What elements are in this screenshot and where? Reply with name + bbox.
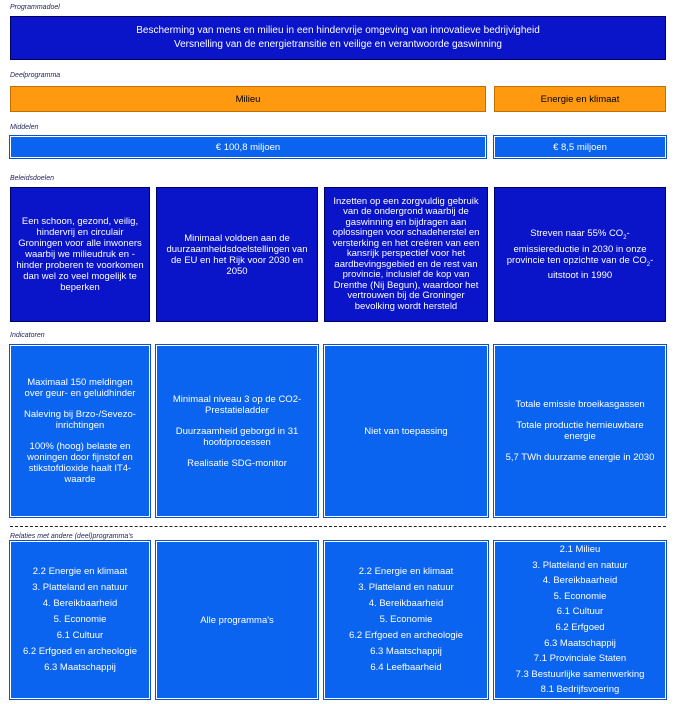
relation-item: 3. Platteland en natuur bbox=[32, 582, 128, 593]
policy-goal-3-text: Inzetten op een zorgvuldig gebruik van de ondergrond waarbij de gaswinning en bijdragen aan oplossingen voor schadeherstel en versterking en het creëren van een kansrijk perspectief voor het aardbevingsgebied en de rest van provincie, inclusief de kop van Drenthe (Nij Begun), waardoor het vertrouwen bij de Groninger bevolking wordt hersteld bbox=[332, 195, 480, 312]
policy-goal-2: Minimaal voldoen aan de duurzaamheidsdoelstellingen van de EU en het Rijk voor 2030 en 2050 bbox=[156, 187, 318, 322]
relation-item: 6.1 Cultuur bbox=[56, 630, 104, 641]
indicator-item: Naleving bij Brzo-/Sevezo-inrichtingen bbox=[24, 409, 136, 431]
indicator-item: 100% (hoog) belaste en woningen door fijnstof en stikstofdioxide haalt IT4-waarde bbox=[27, 441, 133, 485]
dashed-divider bbox=[10, 526, 666, 527]
indicators-col-2 bbox=[156, 345, 318, 517]
policy-goal-3 bbox=[324, 187, 488, 322]
indicator-item: Duurzaamheid geborgd in 31 hoofdprocessen bbox=[175, 425, 299, 448]
indicator-item: 5,7 TWh duurzame energie in 2030 bbox=[505, 452, 655, 463]
indicator-item: Niet van toepassing bbox=[364, 425, 448, 437]
label-deelprogramma: Deelprogramma bbox=[10, 72, 61, 79]
label-programmadoel: Programmadoel bbox=[10, 4, 60, 11]
relation-item: 6.3 Maatschappij bbox=[544, 637, 616, 649]
relations-col-2 bbox=[156, 541, 318, 699]
subprogram-milieu: Milieu bbox=[10, 86, 486, 112]
relation-item: 2.1 Milieu bbox=[559, 544, 601, 556]
indicator-item: Maximaal 150 meldingen over geur- en geluidhinder bbox=[24, 377, 136, 399]
label-relaties: Relaties met andere (deel)programma's bbox=[10, 533, 134, 540]
subprogram-energie: Energie en klimaat bbox=[494, 86, 666, 112]
relation-item: 8.1 Bedrijfsvoering bbox=[540, 684, 620, 696]
indicators-col-4 bbox=[494, 345, 666, 517]
relation-item: Alle programma's bbox=[200, 614, 274, 626]
relation-item: 3. Platteland en natuur bbox=[358, 582, 454, 593]
label-beleidsdoelen: Beleidsdoelen bbox=[10, 175, 54, 182]
label-indicatoren: Indicatoren bbox=[10, 332, 45, 339]
relations-col-1 bbox=[10, 541, 150, 699]
label-middelen: Middelen bbox=[10, 124, 39, 131]
relation-item: 3. Platteland en natuur bbox=[532, 559, 628, 571]
relation-item: 6.1 Cultuur bbox=[556, 606, 604, 618]
relation-item: 4. Bereikbaarheid bbox=[368, 598, 444, 609]
policy-goal-4 bbox=[494, 187, 666, 322]
indicator-item: Minimaal niveau 3 op de CO2-Prestatieladder bbox=[172, 393, 302, 416]
relation-item: 7.3 Bestuurlijke samenwerking bbox=[515, 668, 645, 680]
relation-item: 4. Bereikbaarheid bbox=[542, 575, 618, 587]
policy-goal-4-sub2: 2 bbox=[646, 261, 651, 268]
budget-energie: € 8,5 miljoen bbox=[494, 136, 666, 158]
relation-item: 6.3 Maatschappij bbox=[370, 646, 442, 657]
relation-item: 5. Economie bbox=[553, 590, 607, 602]
indicator-item: Totale productie hernieuwbare energie bbox=[516, 420, 644, 442]
goal-line-1: Bescherming van mens en milieu in een hindervrije omgeving van innovatieve bedrijvigheid bbox=[136, 25, 540, 36]
relation-item: 6.2 Erfgoed bbox=[555, 622, 605, 633]
goal-line-2: Versnelling van de energietransitie en veilige en verantwoorde gaswinning bbox=[174, 39, 502, 50]
policy-goal-4-text bbox=[499, 228, 661, 282]
goal-box bbox=[10, 16, 666, 60]
policy-goal-4-part1: Streven naar 55% CO bbox=[530, 227, 624, 239]
indicator-item: Totale emissie broeikasgassen bbox=[515, 399, 645, 410]
relation-item: 7.1 Provinciale Staten bbox=[533, 653, 627, 665]
relation-item: 5. Economie bbox=[379, 614, 433, 625]
relation-item: 6.2 Erfgoed en archeologie bbox=[22, 646, 138, 657]
relations-col-4 bbox=[494, 541, 666, 699]
relation-item: 5. Economie bbox=[53, 614, 107, 625]
indicators-col-1 bbox=[10, 345, 150, 517]
relation-item: 6.2 Erfgoed en archeologie bbox=[348, 630, 464, 641]
relation-item: 2.2 Energie en klimaat bbox=[32, 566, 128, 577]
policy-goal-4-part3: -uitstoot in 1990 bbox=[547, 254, 654, 282]
relation-item: 6.4 Leefbaarheid bbox=[370, 662, 442, 673]
policy-goal-1: Een schoon, gezond, veilig, hindervrij en circulair Groningen voor alle inwoners waarbij we milieudruk en -hinder proberen te voorkomen dan wel zo veel mogelijk te beperken bbox=[10, 187, 150, 322]
policy-goal-4-part2: -emissiereductie in 2030 in onze provincie ten opzichte van de CO bbox=[506, 227, 647, 266]
budget-milieu: € 100,8 miljoen bbox=[10, 136, 486, 158]
relation-item: 2.2 Energie en klimaat bbox=[358, 566, 454, 577]
indicator-item: Realisatie SDG-monitor bbox=[187, 457, 287, 469]
relations-col-3 bbox=[324, 541, 488, 699]
relation-item: 6.3 Maatschappij bbox=[44, 662, 116, 673]
indicators-col-3 bbox=[324, 345, 488, 517]
policy-goal-4-sub1: 2 bbox=[623, 234, 627, 241]
relation-item: 4. Bereikbaarheid bbox=[42, 598, 118, 609]
